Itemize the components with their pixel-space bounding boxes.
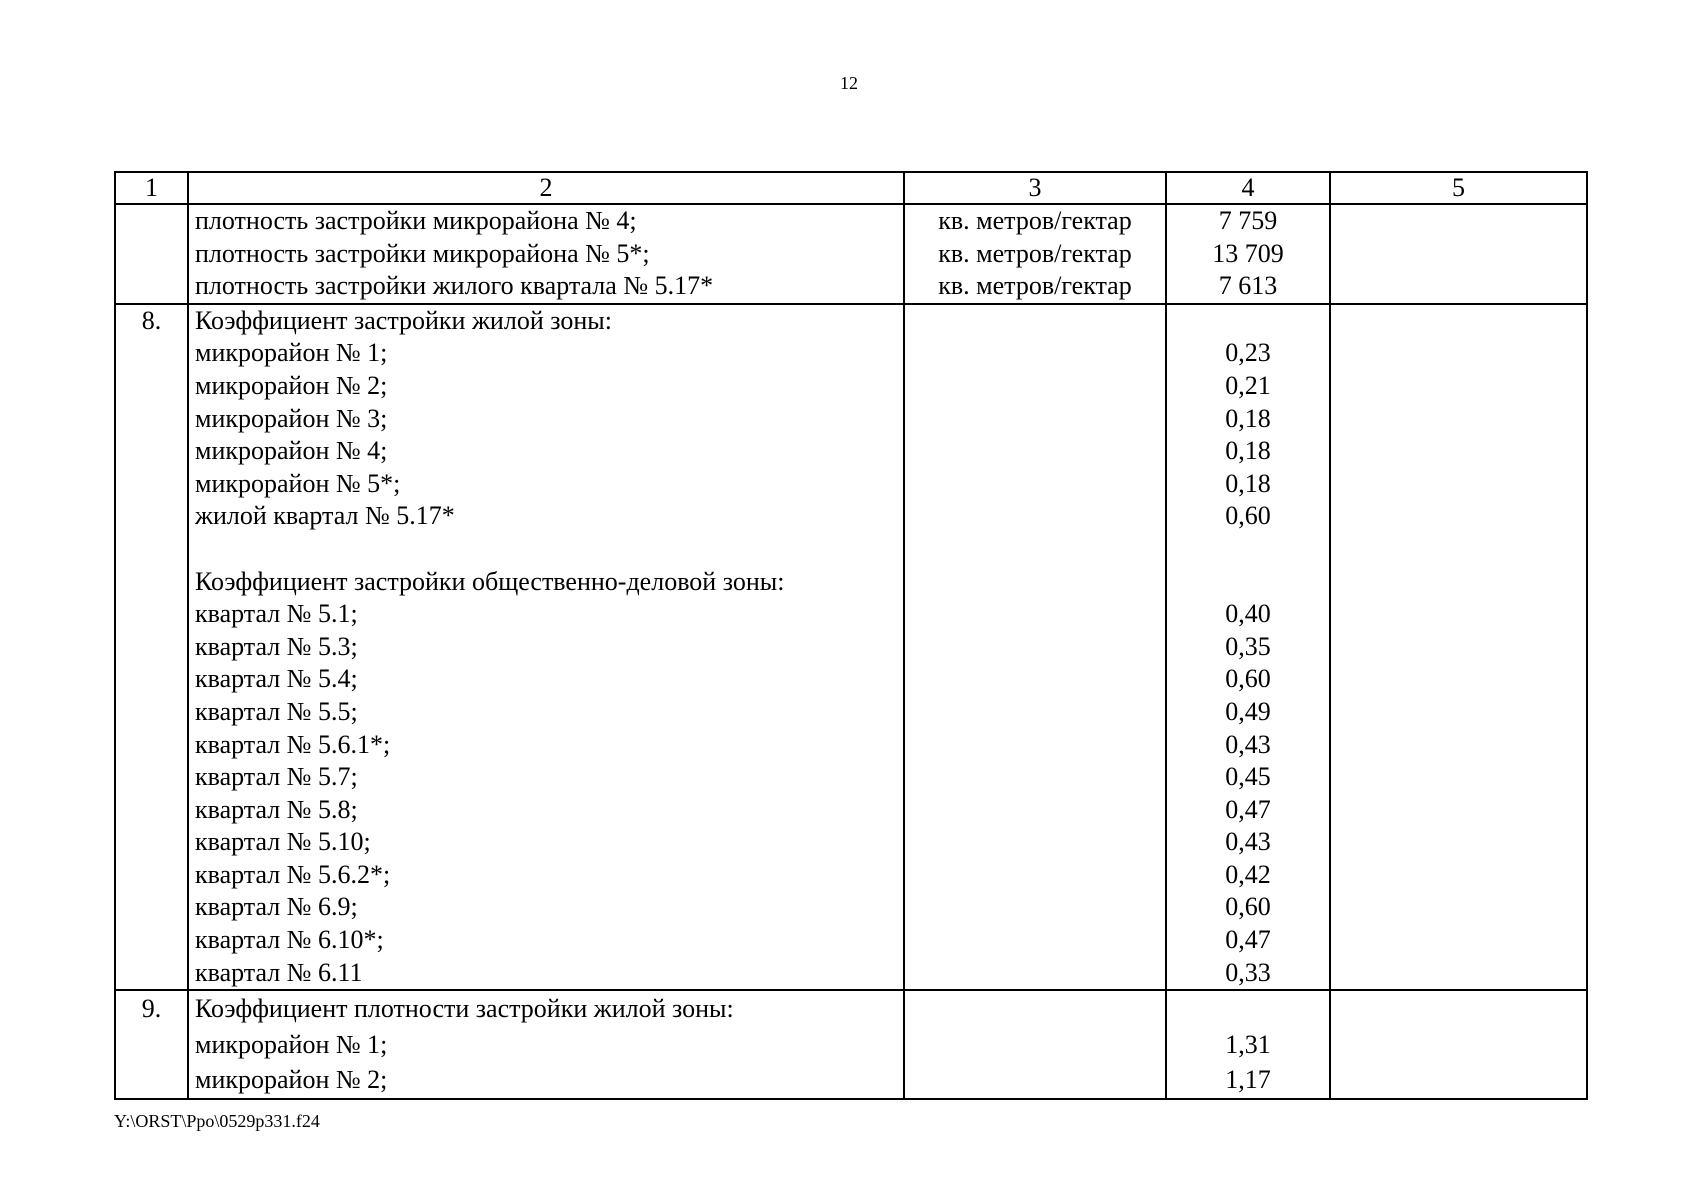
value-line: 0,42 <box>1225 859 1271 889</box>
description-line: плотность застройки микрорайона № 5*; <box>195 238 650 268</box>
row-number <box>116 205 187 238</box>
description-cell <box>188 204 904 304</box>
description-line: микрорайон № 2; <box>195 1065 388 1095</box>
unit-cell <box>904 990 1166 1099</box>
value-line <box>1167 991 1329 1027</box>
row-number: 9. <box>141 994 162 1024</box>
description-line: квартал № 5.3; <box>195 631 358 661</box>
value-line: 0,18 <box>1225 468 1271 498</box>
unit-cell <box>904 304 1166 990</box>
description-line: квартал № 6.11 <box>195 957 363 987</box>
table-row <box>115 990 1587 1099</box>
value-line: 0,40 <box>1225 599 1271 629</box>
notes-cell <box>1330 204 1587 304</box>
unit-cell <box>904 204 1166 304</box>
description-line: квартал № 5.5; <box>195 696 358 726</box>
description-line: жилой квартал № 5.17* <box>195 501 455 531</box>
row-number-cell <box>115 990 188 1099</box>
value-line: 0,47 <box>1225 925 1271 955</box>
description-line: квартал № 5.6.2*; <box>195 859 391 889</box>
notes-cell <box>1330 304 1587 990</box>
value-line: 7 613 <box>1218 271 1278 301</box>
description-line: Коэффициент плотности застройки жилой зоны: <box>195 994 734 1024</box>
description-line: плотность застройки жилого квартала № 5.17* <box>195 271 714 301</box>
description-line: квартал № 5.7; <box>195 762 358 792</box>
value-line: 1,17 <box>1225 1065 1271 1095</box>
description-line: Коэффициент застройки жилой зоны: <box>195 305 612 335</box>
description-cell <box>188 990 904 1099</box>
description-line: микрорайон № 4; <box>195 436 388 466</box>
description-line: квартал № 5.4; <box>195 664 358 694</box>
file-path-footer: Y:\ORST\Ppo\0529p331.f24 <box>114 1111 320 1131</box>
unit-line: кв. метров/гектар <box>938 238 1132 268</box>
value-cell <box>1166 990 1330 1099</box>
column-number-header: 4 <box>1166 172 1330 204</box>
notes-cell <box>1330 990 1587 1099</box>
value-line: 0,23 <box>1225 338 1271 368</box>
description-line: микрорайон № 3; <box>195 403 388 433</box>
value-line <box>1167 566 1329 599</box>
value-line: 0,18 <box>1225 403 1271 433</box>
description-line: квартал № 5.10; <box>195 827 371 857</box>
value-line: 0,43 <box>1225 827 1271 857</box>
description-cell <box>188 304 904 990</box>
description-line: Коэффициент застройки общественно-деловой зоны: <box>195 566 785 596</box>
description-line: микрорайон № 1; <box>195 338 388 368</box>
column-number-header: 3 <box>904 172 1166 204</box>
description-line: плотность застройки микрорайона № 4; <box>195 206 637 235</box>
value-line: 0,18 <box>1225 436 1271 466</box>
row-number-cell <box>115 204 188 304</box>
description-line: квартал № 6.10*; <box>195 925 384 955</box>
value-line: 0,47 <box>1225 794 1271 824</box>
description-line: квартал № 6.9; <box>195 892 358 922</box>
table-row <box>115 304 1587 990</box>
column-number-header: 2 <box>188 172 904 204</box>
row-number: 8. <box>141 305 162 335</box>
value-cell <box>1166 204 1330 304</box>
unit-line: кв. метров/гектар <box>938 206 1132 235</box>
value-line: 13 709 <box>1212 238 1284 268</box>
value-line: 0,45 <box>1225 762 1271 792</box>
row-number-cell <box>115 304 188 990</box>
description-line: квартал № 5.6.1*; <box>195 729 391 759</box>
value-line: 7 759 <box>1218 206 1278 235</box>
description-line: квартал № 5.1; <box>195 599 358 629</box>
value-line <box>1167 533 1329 566</box>
column-number-header: 5 <box>1330 172 1587 204</box>
description-line: квартал № 5.8; <box>195 794 358 824</box>
data-table <box>114 171 1588 1100</box>
value-line: 0,43 <box>1225 729 1271 759</box>
value-line: 1,31 <box>1225 1029 1271 1059</box>
value-line: 0,21 <box>1225 370 1271 400</box>
value-line: 0,33 <box>1225 957 1271 987</box>
blank-line <box>195 533 903 566</box>
value-line: 0,49 <box>1225 696 1271 726</box>
table-header-row <box>115 172 1587 204</box>
value-line: 0,35 <box>1225 631 1271 661</box>
description-line: микрорайон № 5*; <box>195 468 401 498</box>
column-number-header: 1 <box>115 172 188 204</box>
description-line: микрорайон № 1; <box>195 1029 388 1059</box>
description-line: микрорайон № 2; <box>195 370 388 400</box>
value-cell <box>1166 304 1330 990</box>
value-line <box>1167 305 1329 338</box>
value-line: 0,60 <box>1225 664 1271 694</box>
page-number: 12 <box>840 73 858 93</box>
value-line: 0,60 <box>1225 501 1271 531</box>
table-row <box>115 204 1587 304</box>
unit-line: кв. метров/гектар <box>938 271 1132 301</box>
value-line: 0,60 <box>1225 892 1271 922</box>
